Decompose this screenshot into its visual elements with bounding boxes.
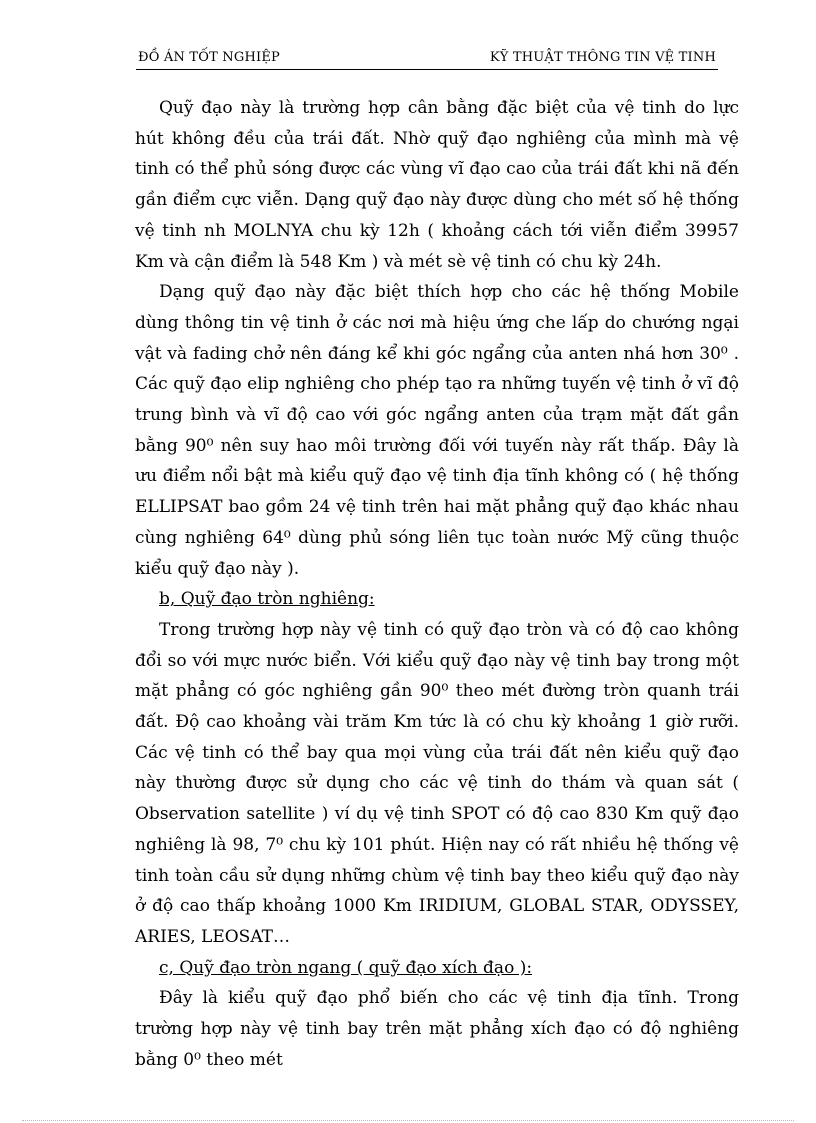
paragraph: Trong trường hợp này vệ tinh có quỹ đạo tròn và có độ cao không đổi so với mực nước biển. Với kiểu quỹ đạo này vệ tinh bay trong một mặt phẳng có góc nghiêng gần 90⁰ theo mét đường tròn quanh trái đất. Độ cao khoảng vài trăm Km tức là có chu kỳ khoảng 1 giờ rưỡi. Các vệ tinh có thể bay qua mọi vùng của trái đất nên kiểu quỹ đạo này thường được sử dụng cho các vệ tinh do thám và quan sát ( Observation satellite ) ví dụ vệ tinh SPOT có độ cao 830 Km quỹ đạo nghiêng là 98, 7⁰ chu kỳ 101 phút. Hiện nay có rất nhiều hệ thống vệ tinh toàn cầu sử dụng những chùm vệ tinh bay theo kiểu quỹ đạo này ở độ cao thấp khoảng 1000 Km IRIDIUM, GLOBAL STAR, ODYSSEY, ARIES, LEOSAT… <box>135 619 739 947</box>
paragraph: Quỹ đạo này là trường hợp cân bằng đặc biệt của vệ tinh do lực hút không đều của trái đất. Nhờ quỹ đạo nghiêng của mình mà vệ tinh có thể phủ sóng được các vùng vĩ đạo cao của trái đất khi nã đến gần điểm cực viễn. Dạng quỹ đạo này được dùng cho mét số hệ thống vệ tinh nh MOLNYA chu kỳ 12h ( khoảng cách tới viễn điểm 39957 Km và cận điểm là 548 Km ) và mét sè vệ tinh có chu kỳ 24h. <box>135 98 739 272</box>
header-divider <box>136 69 718 70</box>
header-left-title: ĐỒ ÁN TỐT NGHIỆP <box>138 50 280 65</box>
section-heading: b, Quỹ đạo tròn nghiêng: <box>159 589 375 610</box>
paragraph: Đây là kiểu quỹ đạo phổ biến cho các vệ tinh địa tĩnh. Trong trường hợp này vệ tinh bay trên mặt phẳng xích đạo có độ nghiêng bằng 0⁰ theo mét <box>135 988 739 1070</box>
paragraph: Dạng quỹ đạo này đặc biệt thích hợp cho các hệ thống Mobile dùng thông tin vệ tinh ở các nơi mà hiệu ứng che lấp do chướng ngại vật và fading chở nên đáng kể khi góc ngẩng của anten nhá hơn 30⁰ . Các quỹ đạo elip nghiêng cho phép tạo ra những tuyến vệ tinh ở vĩ độ trung bình và vĩ độ cao với góc ngẩng anten của trạm mặt đất gần bằng 90⁰ nên suy hao môi trường đối với tuyến này rất thấp. Đây là ưu điểm nổi bật mà kiểu quỹ đạo vệ tinh địa tĩnh không có ( hệ thống ELLIPSAT bao gồm 24 vệ tinh trên hai mặt phẳng quỹ đạo khác nhau cùng nghiêng 64⁰ dùng phủ sóng liên tục toàn nước Mỹ cũng thuộc kiểu quỹ đạo này ). <box>135 282 739 579</box>
page-bottom-divider <box>22 1120 794 1121</box>
page-header <box>136 46 718 68</box>
section-heading: c, Quỹ đạo tròn ngang ( quỹ đạo xích đạo ): <box>159 957 533 978</box>
document-body <box>135 93 739 1076</box>
header-right-title: KỸ THUẬT THÔNG TIN VỆ TINH <box>489 50 716 65</box>
